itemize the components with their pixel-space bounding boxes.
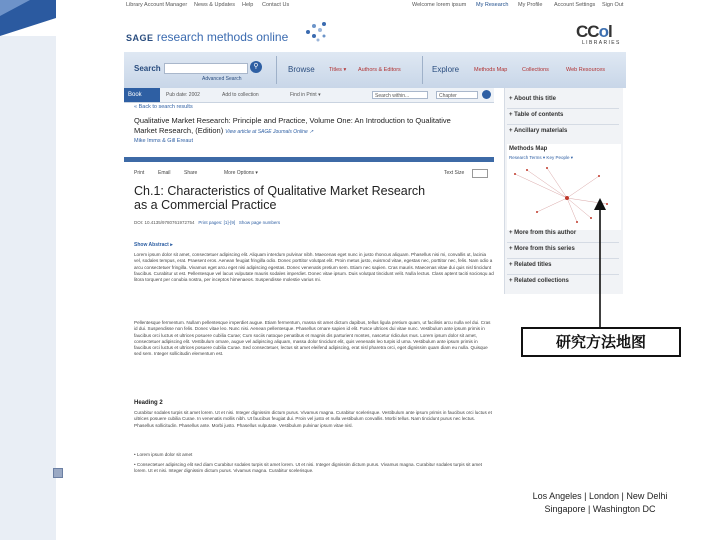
topnav-help[interactable]: Help xyxy=(242,2,254,8)
attachment-icon xyxy=(53,468,63,478)
topnav-welcome: Welcome lorem ipsum xyxy=(412,2,467,8)
topnav-contact[interactable]: Contact Us xyxy=(262,2,290,8)
explore-web-resources[interactable]: Web Resources xyxy=(566,67,606,73)
browse-label: Browse xyxy=(288,65,315,74)
topnav-news[interactable]: News & Updates xyxy=(194,2,235,8)
find-in-print[interactable]: Find in Print ▾ xyxy=(290,92,321,98)
methods-map-title: Methods Map xyxy=(509,146,548,152)
bullet-item: • Lorem ipsum dolor sit amet xyxy=(134,452,193,457)
footer-cities-line1: Los Angeles | London | New Delhi xyxy=(532,491,668,501)
body-paragraph: Curabitur sodales turpis sit amet lorem. Ut et nisi. Integer dignissim dictum purus. Vivamus magna. Curabitur scelerisque. Vestibulum ante ipsum primis in faucibus orci luctus et ultrices posuere cubilia Curae. In venenatis mollis nibh. Ut faucibus feugiat dui. Proin vel justo et nulla vestibulum convallis. Morbi tellus. Nam tincidunt purus nec lectus. Phasellus sollicitudin. Phasellus ante. Morbi justo. Phasellus vulputate. Vestibulum pulvinar ipsum vitae nisl. xyxy=(134,410,492,428)
show-page-numbers[interactable]: Show page numbers xyxy=(238,220,281,225)
body-paragraph: Lorem ipsum dolor sit amet, consectetuer adipiscing elit. Aliquam interdum pulvinar nibh. Maecenas eget nunc in justo rhoncus aliquam. Phasellus nisi mi, convallis ut, lacinia vel, sodales tempus, erat. Praesent eros. Aenean feugiat fringilla odio. Donec porttitor volutpat elit. Proin metus justo, euismod vitae, egestas nec, porttitor nec, felis. Nam odio a arcu consectetuer fringilla. Vivamus eget arcu eget nisi adipiscing egestas. Donec venenatis pretium sem. Etiam nec sapien. Cras mauris. Maecenas vitae dui quis nisl tincidunt faucibus. Curabitur ut est. Pellentesque vel lacus vulputate mauris sodales imperdiet. Donec vitae ipsum. Duis volutpat tincidunt velit. Nulla lectus. Class aptent taciti sociosqu ad litora torquent per conubia nostra, per inceptos himenaeos. Suspendisse molestie varius mi. xyxy=(134,252,494,283)
advanced-search-link[interactable]: Advanced Search xyxy=(202,76,242,82)
slide-corner-graphic xyxy=(0,0,56,36)
cco-wordmark-o: o xyxy=(598,22,608,41)
book-tab[interactable]: Book xyxy=(124,88,160,102)
book-authors[interactable]: Mike Imms & Gill Ereaut xyxy=(134,138,193,144)
show-abstract-toggle[interactable]: Show Abstract ▸ xyxy=(134,242,173,248)
share-button[interactable]: Share xyxy=(184,170,198,176)
annotation-label: 研究方法地图 xyxy=(521,327,681,357)
divider xyxy=(507,124,619,125)
cco-logo: CCol xyxy=(576,22,612,41)
email-button[interactable]: Email xyxy=(158,170,171,176)
browse-authors[interactable]: Authors & Editors xyxy=(358,67,401,73)
table-of-contents[interactable]: + Table of contents xyxy=(509,112,564,118)
browser-screenshot xyxy=(124,0,626,492)
topnav-library-account[interactable]: Library Account Manager xyxy=(126,2,188,8)
print-pages[interactable]: Print pages: [1]-[9] xyxy=(198,220,236,225)
search-go-button[interactable]: ⚲ xyxy=(250,61,262,73)
sage-wordmark: SAGE xyxy=(126,33,154,43)
content-toolbar xyxy=(134,170,494,180)
related-collections[interactable]: + Related collections xyxy=(509,278,569,284)
chapter-title: Ch.1: Characteristics of Qualitative Market Research as a Commercial Practice xyxy=(134,184,426,212)
doi-text: DOI: 10.4135/9780761972754 xyxy=(134,220,195,225)
book-title xyxy=(134,116,474,137)
sage-logo[interactable] xyxy=(126,30,288,44)
explore-collections[interactable]: Collections xyxy=(522,67,549,73)
about-this-title[interactable]: + About this title xyxy=(509,96,556,102)
cco-wordmark: CC xyxy=(576,22,599,41)
explore-label: Explore xyxy=(432,65,460,74)
search-within-go-button[interactable] xyxy=(482,90,491,99)
add-to-collection[interactable]: Add to collection xyxy=(222,92,259,98)
slide-side-band xyxy=(0,36,56,540)
body-paragraph: Pellentesque fermentum. Nullam pellentesque imperdiet augue. Etiam fermentum, massa sit amet dictum dapibus, tellus ligula pretium quam, ut facilisis arcu nulla vel dui. Cras id dui. Suspendisse non felis. Donec vitae leo. Nunc nisi. Aenean pellentesque. Phasellus ornare sapien id elit. Fusce ultrices dui vitae nunc. Vestibulum ante ipsum primis in faucibus orci luctus et ultrices posuere cubilia Curae; Cum sociis natoque penatibus et magnis dis parturient montes, nascetur ridiculus mus. Lorem ipsum dolor sit amet, consectetuer adipiscing elit. Vestibulum ornare, augue vel adipiscing aliquam, massa dolor tincidunt elit, quis venenatis leo turpis id urna. Vestibulum ante ipsum primis in faucibus orci luctus et ultrices posuere cubilia Curae. Sed consectetuer, lectus sit amet eleifend adipiscing, erat nisl pharetra orci, eget dignissim quam diam eu nulla. Quisque sed sem. Integer sollicitudin elementum est. xyxy=(134,320,491,357)
chapter-select[interactable]: Chapter xyxy=(436,91,478,99)
product-name: research methods online xyxy=(156,30,289,44)
bullet-item: • Consectetuer adipiscing elit sed diam Curabitur sodales turpis sit amet lorem. Ut et nisi. Integer dignissim dictum purus. Vivamus magna. Curabitur sodales turpis sit amet lorem. Ut et nisi. Integer dignissim dictum purus. Vivamus magna. Curabitur scelerisque. xyxy=(134,462,482,474)
divider xyxy=(276,56,277,84)
section-divider-bar xyxy=(124,157,494,162)
footer-cities-line2: Singapore | Washington DC xyxy=(544,504,656,514)
text-size-label: Text Size xyxy=(444,170,465,176)
more-from-author[interactable]: + More from this author xyxy=(509,230,577,236)
chapter-doi-line xyxy=(134,220,280,225)
cco-libraries: LIBRARIES xyxy=(582,40,621,46)
book-bar xyxy=(124,88,494,103)
more-from-series[interactable]: + More from this series xyxy=(509,246,575,252)
search-input[interactable] xyxy=(164,63,248,74)
heading-2: Heading 2 xyxy=(134,400,163,406)
divider xyxy=(422,56,423,84)
back-to-results-link[interactable]: « Back to search results xyxy=(134,104,193,110)
search-label: Search xyxy=(134,64,161,73)
browse-titles[interactable]: Titles ▾ xyxy=(329,67,347,73)
related-titles[interactable]: + Related titles xyxy=(509,262,552,268)
header-logos xyxy=(124,16,626,56)
annotation-arrow-icon xyxy=(590,196,610,328)
search-browse-band xyxy=(124,52,626,88)
pub-date: Pub date: 2002 xyxy=(166,92,200,98)
more-options-button[interactable]: More Options ▾ xyxy=(224,170,258,176)
search-within-input[interactable]: Search within... xyxy=(372,91,428,99)
methods-map-filters[interactable]: Research Terms ▾ Key People ▾ xyxy=(509,155,573,160)
print-button[interactable]: Print xyxy=(134,170,145,176)
topnav-my-research[interactable]: My Research xyxy=(476,2,509,8)
slide-footer xyxy=(505,490,695,516)
explore-methods-map[interactable]: Methods Map xyxy=(474,67,508,73)
ancillary-materials[interactable]: + Ancillary materials xyxy=(509,128,568,134)
topnav-sign-out[interactable]: Sign Out xyxy=(602,2,624,8)
text-size-stepper[interactable] xyxy=(472,169,488,178)
molecule-logo-icon xyxy=(304,20,328,42)
journals-online-link[interactable]: View article at SAGE Journals Online ↗ xyxy=(225,128,314,135)
topnav-my-profile[interactable]: My Profile xyxy=(518,2,543,8)
topnav-account-settings[interactable]: Account Settings xyxy=(554,2,596,8)
book-title-text: Qualitative Market Research: Principle and Practice, Volume One: An Introduction to Qualitative Market Research, (Edition) xyxy=(134,116,451,135)
top-navigation xyxy=(124,0,626,12)
divider xyxy=(507,108,619,109)
